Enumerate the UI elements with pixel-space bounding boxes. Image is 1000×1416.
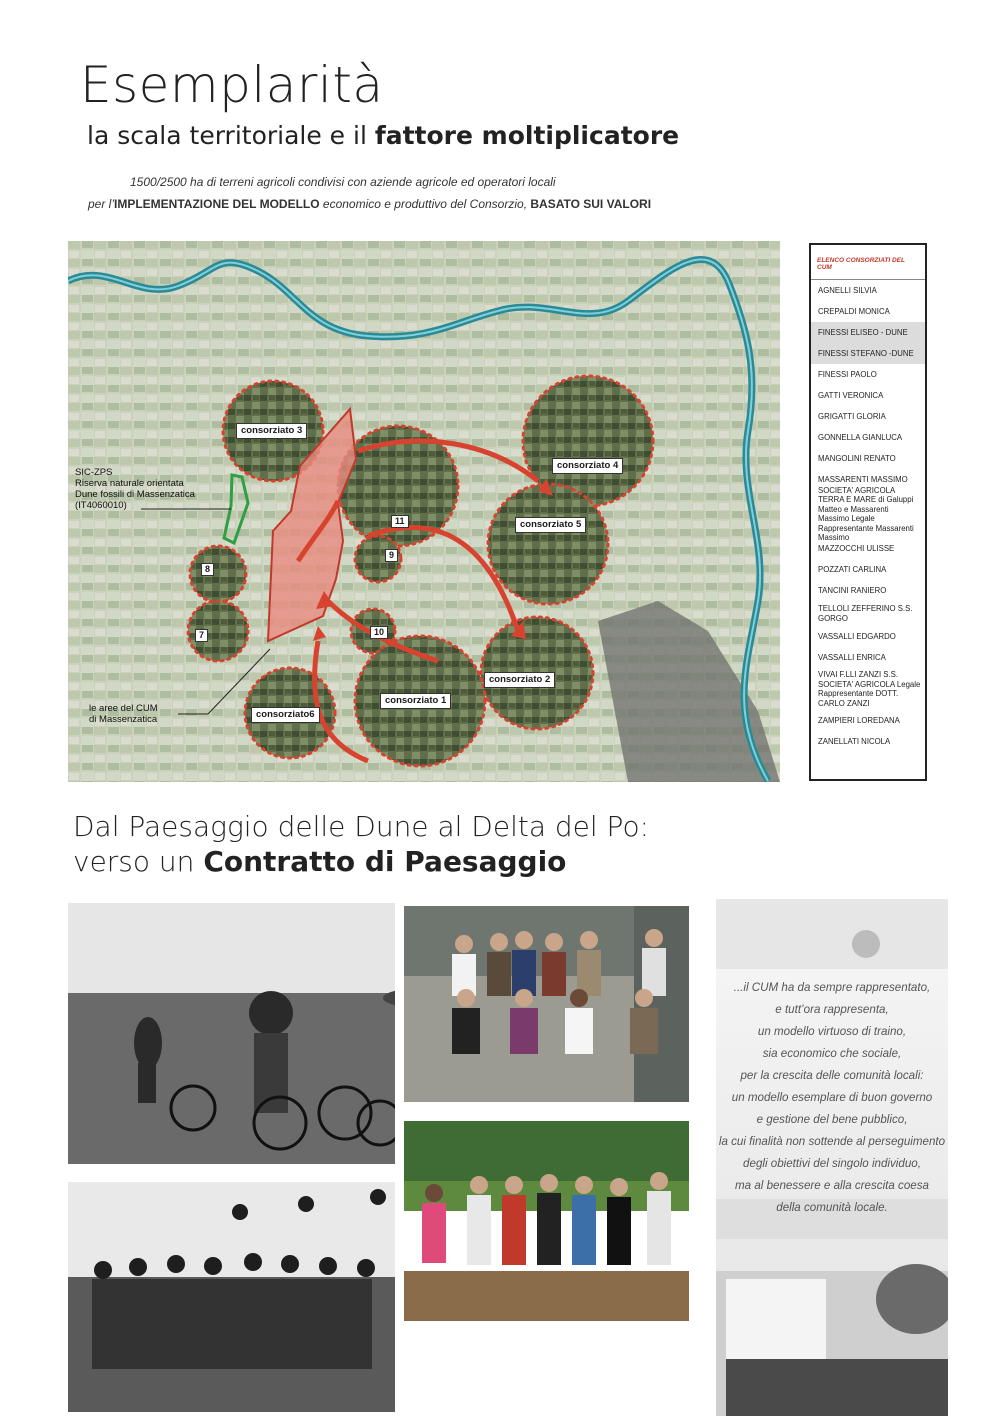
sic-line-1: SIC-ZPS [75,467,113,478]
label-consorziato-3: consorziato 3 [236,423,307,439]
quote-line: un modello esemplare di buon governo [731,1091,933,1104]
photo-group-indoor [404,906,689,1102]
intro-text-a: per l’ [88,197,115,211]
quote-line: ...il CUM ha da sempre rappresentato, [733,981,931,994]
member-item: VASSALLI EDGARDO [818,631,896,641]
section-title-bold: Contratto di Paesaggio [203,845,567,878]
cum-annotation [89,703,158,725]
intro-text-b: economico e produttivo del Consorzio, [319,197,531,211]
quote-line: e gestione del bene pubblico, [756,1113,908,1126]
members-list-heading: ELENCO CONSORZIATI DEL CUM [811,245,925,280]
quote-line: per la crescita delle comunità locali: [740,1069,924,1082]
member-item: MASSARENTI MASSIMO [818,474,908,484]
historic-photo-women-bicycles [68,903,395,1164]
cum-line-1: le aree del CUM [89,703,158,714]
quote-text [716,977,948,1219]
label-consorziato-2: consorziato 2 [484,672,555,688]
label-consorziato-5: consorziato 5 [515,517,586,533]
territorial-map [68,241,780,782]
quote-line: un modello virtuoso di traino, [757,1025,907,1038]
label-area-8: 8 [201,563,214,576]
member-item: ZAMPIERI LOREDANA [818,715,900,725]
intro-bold-b: BASATO SUI VALORI [530,197,652,211]
member-item: VASSALLI ENRICA [818,652,886,662]
label-area-10: 10 [370,626,388,639]
member-item: TANCINI RANIERO [818,585,887,595]
label-consorziato-4: consorziato 4 [552,458,623,474]
member-item: FINESSI PAOLO [818,369,877,379]
sic-annotation [75,467,195,511]
member-item: FINESSI ELISEO - DUNE [811,322,925,343]
page-title: Esemplarità [80,56,384,114]
member-item: MAZZOCCHI ULISSE [818,543,895,553]
section-title-line-1: Dal Paesaggio delle Dune al Delta del Po: [73,810,650,843]
label-area-7: 7 [195,629,208,642]
quote-panel [716,899,948,1416]
member-item: FINESSI STEFANO -DUNE [811,343,925,364]
quote-line: della comunità locale. [776,1201,888,1214]
quote-line: sia economico che sociale, [762,1047,902,1060]
cum-line-2: di Massenzatica [89,714,158,725]
label-consorziato-1: consorziato 1 [380,693,451,709]
quote-line: la cui finalità non sottende al perseguimento [718,1135,946,1148]
intro-line-1: 1500/2500 ha di terreni agricoli condivisi con aziende agricole ed operatori locali [130,175,556,189]
photo-illustration [404,906,689,1102]
member-item: SOCIETA' AGRICOLA TERRA E MARE di Galuppi Matteo e Massarenti Massimo Legale Rappresentante Massarenti Massimo [818,485,914,542]
member-item: ZANELLATI NICOLA [818,736,891,746]
member-item: GRIGATTI GLORIA [818,411,886,421]
photo-illustration [68,903,395,1164]
photo-illustration [68,1182,395,1412]
member-item: POZZATI CARLINA [818,564,887,574]
photo-illustration [404,1121,689,1321]
member-item: AGNELLI SILVIA [818,285,877,295]
sic-line-2: Riserva naturale orientata [75,478,184,489]
subtitle-text: la scala territoriale e il [87,121,375,150]
quote-line: degli obiettivi del singolo individuo, [743,1157,921,1170]
label-area-11: 11 [391,515,409,528]
member-item: GONNELLA GIANLUCA [818,432,903,442]
quote-line: e tutt’ora rappresenta, [775,1003,889,1016]
members-list [811,280,925,752]
member-item: MANGOLINI RENATO [818,453,896,463]
label-consorziato-6: consorziato6 [251,707,320,723]
page-subtitle [87,121,679,150]
label-area-9: 9 [385,549,398,562]
sic-line-3: Dune fossili di Massenzatica [75,489,195,500]
intro-bold-a: IMPLEMENTAZIONE DEL MODELLO [114,197,320,211]
member-item: TELLOLI ZEFFERINO S.S. GORGO [818,604,913,623]
photo-group-field [404,1121,689,1321]
member-item: VIVAI F.LLI ZANZI S.S. SOCIETA' AGRICOLA Legale Rappresentante DOTT. CARLO ZANZI [818,670,921,708]
member-item: GATTI VERONICA [818,390,884,400]
members-list-panel [809,243,927,781]
intro-line-2 [88,197,651,211]
quote-line: ma al benessere e alla crescita coesa [735,1179,929,1192]
section-title-line-2 [73,845,566,878]
sic-line-4: (IT4060010) [75,500,127,511]
member-item: CREPALDI MONICA [818,306,890,316]
section-title-text: verso un [73,845,204,878]
historic-photo-men-group [68,1182,395,1412]
subtitle-bold: fattore moltiplicatore [374,121,680,150]
